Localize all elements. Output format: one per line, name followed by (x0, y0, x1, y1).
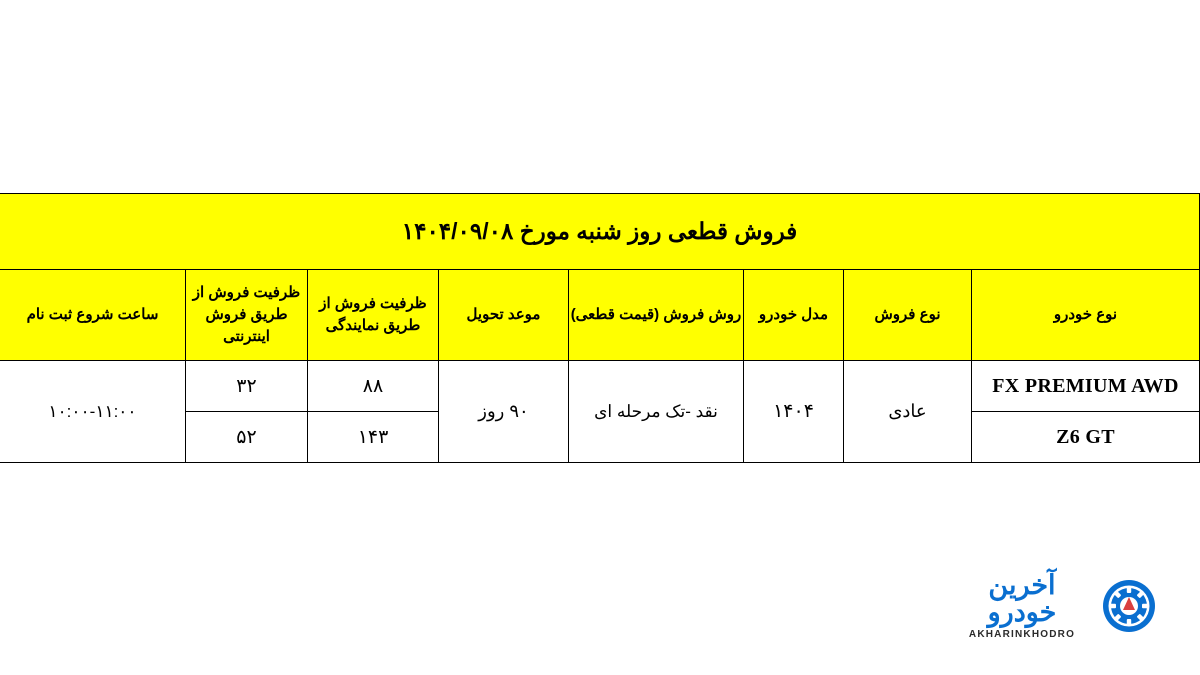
table-row (0, 361, 1200, 412)
table-header-row (0, 270, 1200, 361)
header-sale-method: روش فروش (قیمت قطعی) (569, 270, 744, 361)
gear-icon (1100, 577, 1158, 635)
header-car-type: نوع خودرو (972, 270, 1200, 361)
header-start-time: ساعت شروع ثبت نام (0, 270, 186, 361)
table-title: فروش قطعی روز شنبه مورخ ۱۴۰۴/۰۹/۰۸ (0, 194, 1200, 270)
logo-brand-en: AKHARINKHODRO (968, 629, 1076, 640)
site-logo (958, 570, 1166, 640)
sales-table (0, 193, 1200, 463)
cell-car-type: FX PREMIUM AWD (972, 361, 1200, 412)
header-car-model: مدل خودرو (744, 270, 844, 361)
cell-car-model: ۱۴۰۴ (744, 361, 844, 463)
cell-start-time: ۱۰:۰۰-۱۱:۰۰ (0, 361, 186, 463)
cell-dealer-capacity: ۸۸ (308, 361, 439, 412)
cell-online-capacity: ۵۲ (186, 412, 308, 463)
cell-car-type: Z6 GT (972, 412, 1200, 463)
logo-wordmark (958, 572, 1086, 640)
header-delivery-time: موعد تحویل (439, 270, 569, 361)
cell-delivery-time: ۹۰ روز (439, 361, 569, 463)
cell-online-capacity: ۳۲ (186, 361, 308, 412)
table-title-row (0, 194, 1200, 270)
sale-announcement-table (0, 193, 1200, 463)
cell-sale-type: عادی (844, 361, 972, 463)
header-sale-type: نوع فروش (844, 270, 972, 361)
cell-dealer-capacity: ۱۴۳ (308, 412, 439, 463)
header-dealer-capacity: ظرفیت فروش از طریق نمایندگی (308, 270, 439, 361)
header-online-capacity: ظرفیت فروش از طریق فروش اینترنتی (186, 270, 308, 361)
cell-sale-method: نقد -تک مرحله ای (569, 361, 744, 463)
logo-brand-fa: آخرین خودرو (987, 570, 1057, 627)
